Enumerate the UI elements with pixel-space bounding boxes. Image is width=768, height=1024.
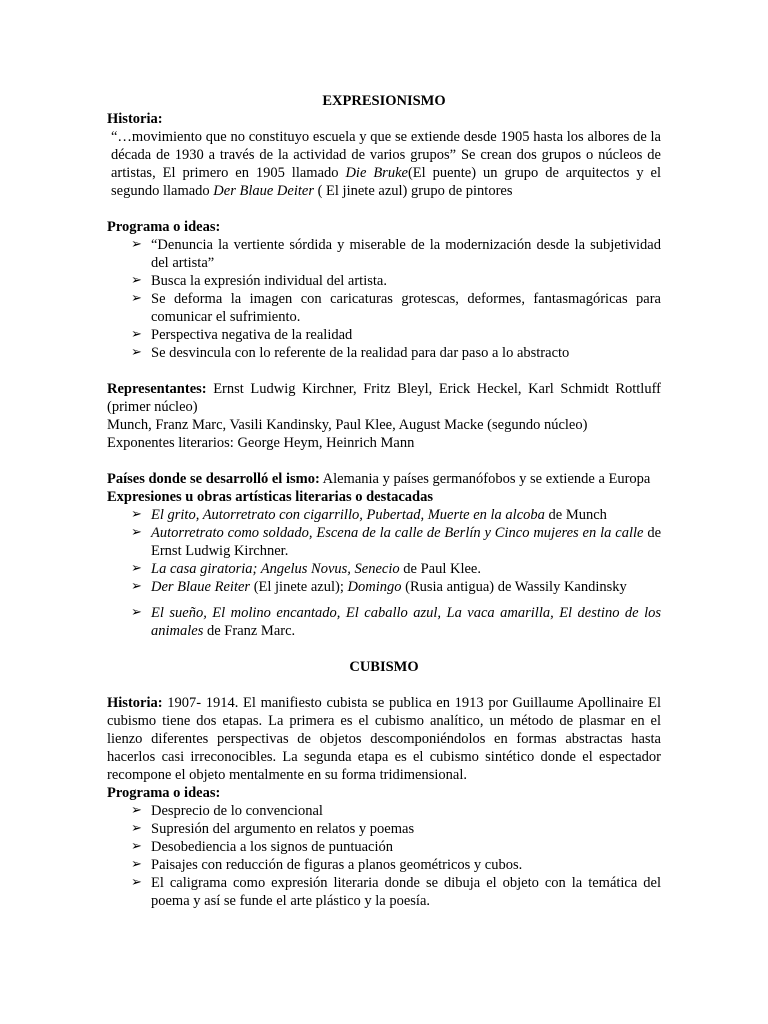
obras-list-continued <box>107 604 661 640</box>
list-item <box>107 524 661 560</box>
arrow-bullet-icon: ➢ <box>131 839 142 854</box>
obra-title: El sueño, El molino encantado, El caballo azul, La vaca amarilla, El destino de los animales <box>151 605 661 639</box>
list-item-text: Perspectiva negativa de la realidad <box>151 327 353 343</box>
representantes-paragraph <box>107 380 661 416</box>
representantes-line-3: Exponentes literarios: George Heym, Heinrich Mann <box>107 435 415 451</box>
representantes-label: Representantes: <box>107 381 207 397</box>
obra-title: La casa giratoria; Angelus Novus, Senecio <box>151 561 400 577</box>
cubismo-historia-text: 1907- 1914. El manifiesto cubista se publica en 1913 por Guillaume Apollinaire El cubismo tiene dos etapas. La primera es el cubismo analítico, un método de plasmar en el lienzo diferentes perspectivas de objetos descomponiéndolos en formas abstractas hasta hacerlos casi irreconocibles. La segunda etapa es el cubismo sintético donde el espectador recompone el objeto mentalmente en su forma tridimensional. <box>107 695 661 783</box>
obra-author: de Franz Marc. <box>203 623 296 639</box>
arrow-bullet-icon: ➢ <box>131 875 142 890</box>
list-item <box>107 344 661 362</box>
obra-text: (El jinete azul); <box>250 579 348 595</box>
section-title-expresionismo: EXPRESIONISMO <box>322 93 446 109</box>
obra-author: (Rusia antigua) de Wassily Kandinsky <box>401 579 627 595</box>
cubismo-programa-list <box>107 802 661 910</box>
paises-label: Países donde se desarrolló el ismo: <box>107 471 320 487</box>
cubismo-historia-paragraph <box>107 694 661 784</box>
arrow-bullet-icon: ➢ <box>131 605 142 620</box>
historia-text-part: “…movimiento que no constituyo escuela y que se extiende desde 1905 hasta los albores de la década de 1930 a través de la actividad de varios grupos” Se crean dos grupos o núcleos de artistas, El primero en 1905 llamado <box>111 129 661 181</box>
list-item-text: Busca la expresión individual del artista. <box>151 273 387 289</box>
programa-label: Programa o ideas: <box>107 219 221 235</box>
arrow-bullet-icon: ➢ <box>131 821 142 836</box>
list-item-text: Se desvincula con lo referente de la realidad para dar paso a lo abstracto <box>151 345 570 361</box>
list-item <box>107 326 661 344</box>
list-item <box>107 560 661 578</box>
programa-heading <box>107 218 661 236</box>
arrow-bullet-icon: ➢ <box>131 291 142 306</box>
list-item-text: “Denuncia la vertiente sórdida y miserable de la modernización desde la subjetividad del artista” <box>151 237 661 271</box>
obra-title: Der Blaue Reiter <box>151 579 251 595</box>
list-item <box>107 838 661 856</box>
historia-paragraph <box>107 128 661 200</box>
list-item <box>107 272 661 290</box>
arrow-bullet-icon: ➢ <box>131 803 142 818</box>
list-item <box>107 874 661 910</box>
list-item <box>107 604 661 640</box>
historia-italic-der-blaue-deiter: Der Blaue Deiter <box>213 183 314 199</box>
list-item-text: Se deforma la imagen con caricaturas grotescas, deformes, fantasmagóricas para comunicar el sufrimiento. <box>151 291 661 325</box>
list-item-text: Supresión del argumento en relatos y poemas <box>151 821 415 837</box>
arrow-bullet-icon: ➢ <box>131 507 142 522</box>
list-item-text: Desprecio de lo convencional <box>151 803 323 819</box>
cubismo-programa-label: Programa o ideas: <box>107 785 221 801</box>
obra-title: Domingo <box>347 579 402 595</box>
cubismo-programa-heading <box>107 784 661 802</box>
historia-italic-die-bruke: Die Bruke <box>345 165 408 181</box>
arrow-bullet-icon: ➢ <box>131 327 142 342</box>
paises-text: Alemania y países germanófobos y se extiende a Europa <box>319 471 651 487</box>
list-item <box>107 820 661 838</box>
obra-title: Autorretrato como soldado, Escena de la calle de Berlín y Cinco mujeres en la calle <box>151 525 644 541</box>
historia-text-part: (El puente) un grupo de arquitectos y el segundo llamado <box>111 165 661 199</box>
arrow-bullet-icon: ➢ <box>131 237 142 252</box>
arrow-bullet-icon: ➢ <box>131 525 142 540</box>
arrow-bullet-icon: ➢ <box>131 273 142 288</box>
list-item <box>107 802 661 820</box>
section-title-cubismo: CUBISMO <box>349 659 419 675</box>
list-item <box>107 236 661 272</box>
obras-list <box>107 506 661 596</box>
arrow-bullet-icon: ➢ <box>131 561 142 576</box>
document-page <box>107 92 661 910</box>
arrow-bullet-icon: ➢ <box>131 579 142 594</box>
representantes-text: Ernst Ludwig Kirchner, Fritz Bleyl, Erick Heckel, Karl Schmidt Rottluff (primer núcleo) <box>107 381 661 415</box>
list-item-text: Paisajes con reducción de figuras a planos geométricos y cubos. <box>151 857 523 873</box>
list-item <box>107 578 661 596</box>
historia-heading <box>107 110 661 128</box>
obras-heading <box>107 488 661 506</box>
obras-label: Expresiones u obras artísticas literarias o destacadas <box>107 489 433 505</box>
arrow-bullet-icon: ➢ <box>131 345 142 360</box>
list-item <box>107 856 661 874</box>
historia-label: Historia: <box>107 111 163 127</box>
cubismo-historia-label: Historia: <box>107 695 163 711</box>
representantes-line-2: Munch, Franz Marc, Vasili Kandinsky, Paul Klee, August Macke (segundo núcleo) <box>107 417 588 433</box>
paises-paragraph <box>107 470 661 488</box>
obra-author: de Munch <box>544 507 607 523</box>
arrow-bullet-icon: ➢ <box>131 857 142 872</box>
obra-author: de Paul Klee. <box>399 561 481 577</box>
list-item <box>107 290 661 326</box>
historia-text-part: ( El jinete azul) grupo de pintores <box>313 183 513 199</box>
obra-title: El grito, Autorretrato con cigarrillo, Pubertad, Muerte en la alcoba <box>151 507 545 523</box>
list-item-text: Desobediencia a los signos de puntuación <box>151 839 394 855</box>
list-item-text: El caligrama como expresión literaria donde se dibuja el objeto con la temática del poema y así se funde el arte plástico y la poesía. <box>151 875 661 909</box>
obra-author: de Ernst Ludwig Kirchner. <box>151 525 662 559</box>
programa-list <box>107 236 661 362</box>
list-item <box>107 506 661 524</box>
